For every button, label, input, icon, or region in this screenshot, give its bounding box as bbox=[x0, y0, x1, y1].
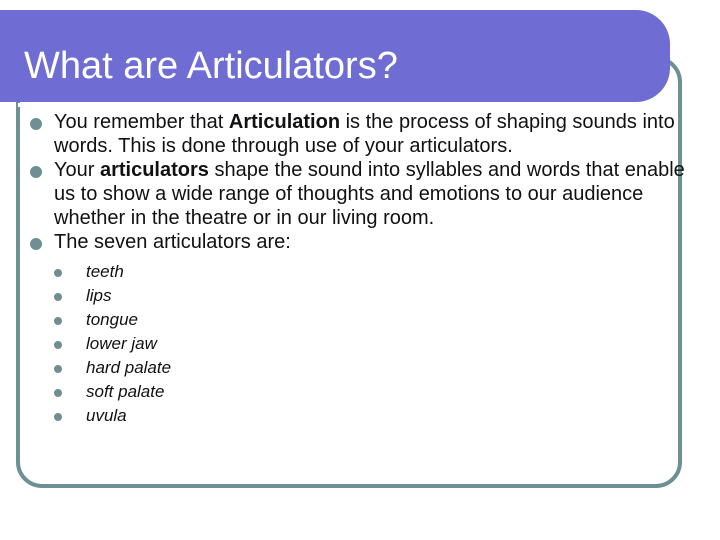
articulator-label: hard palate bbox=[86, 358, 172, 377]
articulator-label: tongue bbox=[86, 310, 138, 329]
bullet-text: is the process of shaping sounds into words. This is done through use of your articulators. bbox=[54, 111, 675, 157]
slide-title: What are Articulators? bbox=[24, 45, 398, 87]
articulator-label: lower jaw bbox=[86, 334, 157, 353]
articulator-item bbox=[54, 356, 690, 380]
bullet-item bbox=[30, 158, 690, 230]
articulator-item bbox=[54, 308, 690, 332]
bullet-text: The seven articulators are: bbox=[54, 231, 291, 253]
sub-bullet-dot-icon bbox=[54, 389, 62, 397]
title-underline bbox=[18, 103, 638, 107]
sub-bullet-dot-icon bbox=[54, 293, 62, 301]
articulator-item bbox=[54, 260, 690, 284]
articulator-label: uvula bbox=[86, 406, 127, 425]
bullet-bold-term: Articulation bbox=[228, 111, 341, 133]
articulator-label: lips bbox=[86, 286, 112, 305]
bullet-text: shape the sound into syllables and words that enable us to show a wide range of thoughts and emotions to our audience whether in the theatre or in our living room. bbox=[54, 159, 685, 229]
sub-bullet-dot-icon bbox=[54, 341, 62, 349]
bullet-text: You remember that bbox=[54, 111, 229, 133]
bullet-dot-icon bbox=[30, 166, 42, 178]
articulator-item bbox=[54, 380, 690, 404]
articulator-list bbox=[54, 260, 690, 428]
bullet-dot-icon bbox=[30, 118, 42, 130]
bullet-item bbox=[30, 110, 690, 158]
articulator-item bbox=[54, 404, 690, 428]
sub-bullet-dot-icon bbox=[54, 365, 62, 373]
bullet-bold-term: articulators bbox=[99, 159, 209, 181]
sub-bullet-dot-icon bbox=[54, 269, 62, 277]
sub-bullet-dot-icon bbox=[54, 413, 62, 421]
articulator-label: teeth bbox=[86, 262, 124, 281]
bullet-list bbox=[30, 110, 690, 428]
title-bar bbox=[0, 10, 670, 102]
slide-content bbox=[30, 110, 690, 428]
articulator-item bbox=[54, 284, 690, 308]
articulator-label: soft palate bbox=[86, 382, 165, 401]
sub-bullet-dot-icon bbox=[54, 317, 62, 325]
articulator-item bbox=[54, 332, 690, 356]
bullet-item bbox=[30, 230, 690, 428]
bullet-text: Your bbox=[54, 159, 100, 181]
bullet-dot-icon bbox=[30, 238, 42, 250]
